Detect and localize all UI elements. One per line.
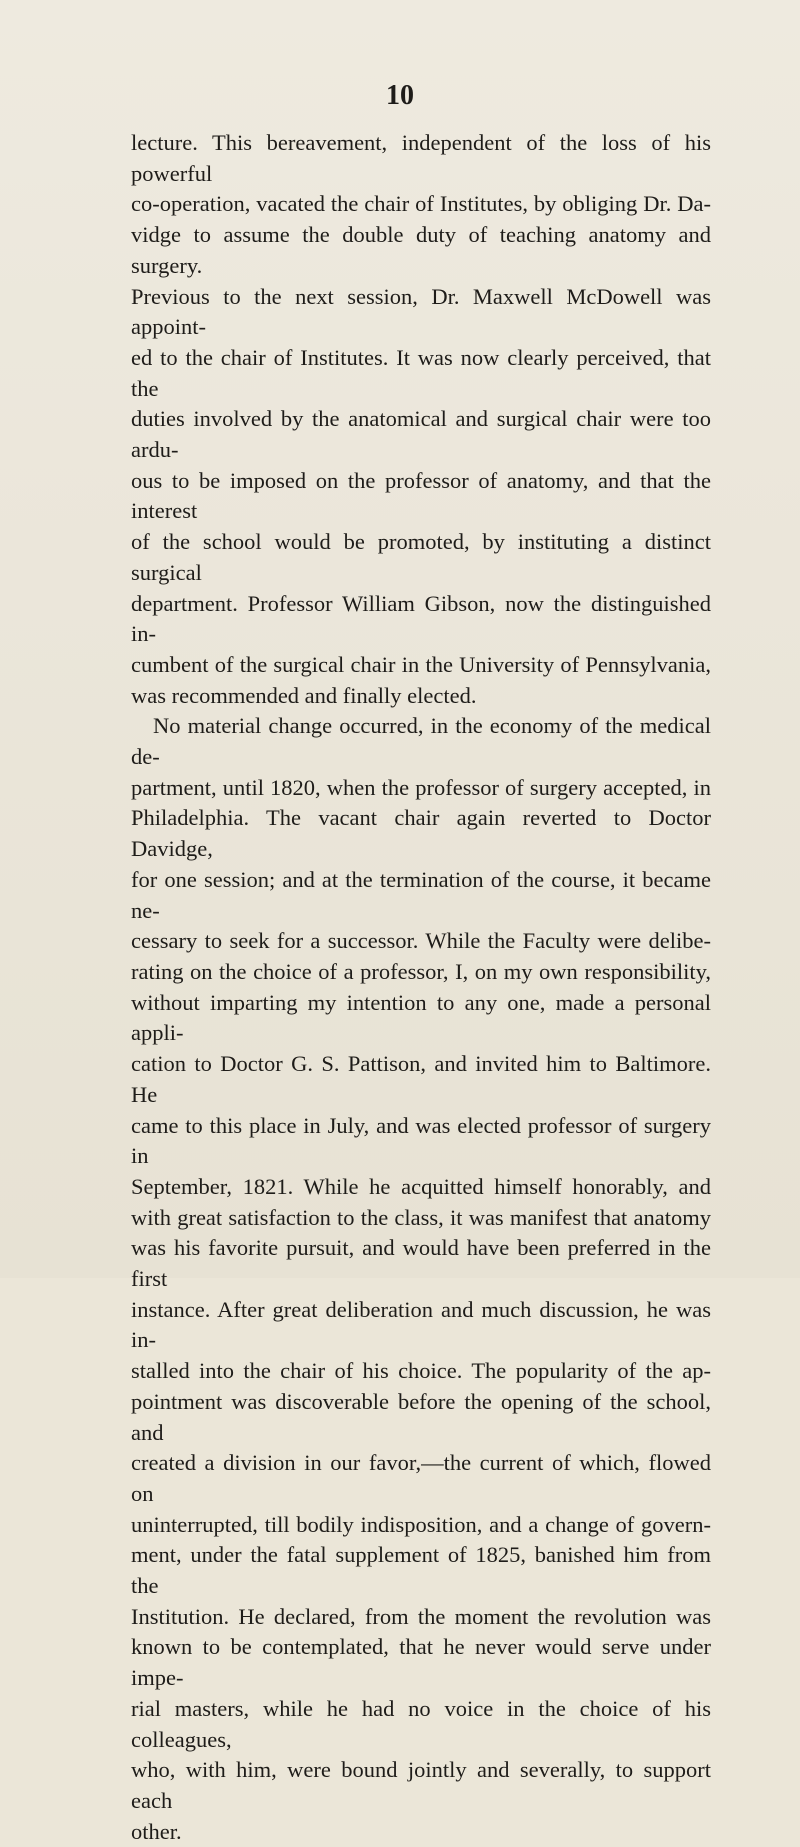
text-line: pointment was discoverable before the opening of the school, and — [131, 1388, 711, 1445]
text-line: known to be contemplated, that he never would serve under impe- — [131, 1634, 711, 1691]
text-line: with great satisfaction to the class, it was manifest that anatomy — [131, 1204, 711, 1230]
text-line: Institution. He declared, from the moment the revolution was — [131, 1603, 711, 1629]
text-line: rial masters, while he had no voice in the choice of his colleagues, — [131, 1695, 711, 1752]
text-line: of the school would be promoted, by instituting a distinct surgical — [131, 529, 711, 585]
text-line: department. Professor William Gibson, now the distinguished in- — [131, 590, 711, 647]
text-line: cation to Doctor G. S. Pattison, and invited him to Baltimore. He — [131, 1051, 711, 1107]
text-line: lecture. This bereavement, independent of the loss of his powerful — [131, 130, 711, 186]
text-line: No material change occurred, in the economy of the medical de- — [131, 713, 711, 770]
text-line: vidge to assume the double duty of teaching anatomy and surgery. — [131, 222, 711, 278]
text-line: for one session; and at the termination of the course, it became ne- — [131, 866, 711, 923]
text-line: September, 1821. While he acquitted himself honorably, and — [131, 1173, 711, 1199]
text-line: came to this place in July, and was elected professor of surgery in — [131, 1112, 711, 1169]
text-line: stalled into the chair of his choice. The popularity of the ap- — [131, 1358, 711, 1384]
text-line: created a division in our favor,—the current of which, flowed on — [131, 1450, 711, 1506]
text-line: ed to the chair of Institutes. It was now clearly perceived, that the — [131, 344, 711, 401]
text-line: ment, under the fatal supplement of 1825, banished him from the — [131, 1542, 711, 1599]
text-line: instance. After great deliberation and much discussion, he was in- — [131, 1296, 711, 1353]
text-line: cumbent of the surgical chair in the University of Pennsylvania, — [131, 651, 711, 677]
text-line: without imparting my intention to any one, made a personal appli- — [131, 989, 711, 1046]
paragraph-2 — [131, 711, 711, 1847]
text-line: cessary to seek for a successor. While the Faculty were delibe- — [131, 928, 711, 954]
text-line: Philadelphia. The vacant chair again reverted to Doctor Davidge, — [131, 805, 711, 862]
text-line: ous to be imposed on the professor of anatomy, and that the interest — [131, 467, 711, 524]
paragraph-1 — [131, 128, 711, 711]
text-line: was his favorite pursuit, and would have been preferred in the first — [131, 1235, 711, 1292]
text-line: partment, until 1820, when the professor of surgery accepted, in — [131, 774, 711, 800]
page-number: 10 — [386, 80, 414, 111]
text-line: co-operation, vacated the chair of Institutes, by obliging Dr. Da- — [131, 191, 711, 217]
text-line: duties involved by the anatomical and surgical chair were too ardu- — [131, 406, 711, 463]
text-line: uninterrupted, till bodily indisposition, and a change of govern- — [131, 1511, 711, 1537]
text-line: other. — [131, 1818, 182, 1844]
text-line: Previous to the next session, Dr. Maxwell McDowell was appoint- — [131, 283, 711, 340]
text-line: was recommended and finally elected. — [131, 682, 477, 708]
text-line: rating on the choice of a professor, I, on my own responsibility, — [131, 958, 711, 984]
body-text — [131, 128, 711, 1847]
text-line: who, with him, were bound jointly and severally, to support each — [131, 1757, 711, 1813]
